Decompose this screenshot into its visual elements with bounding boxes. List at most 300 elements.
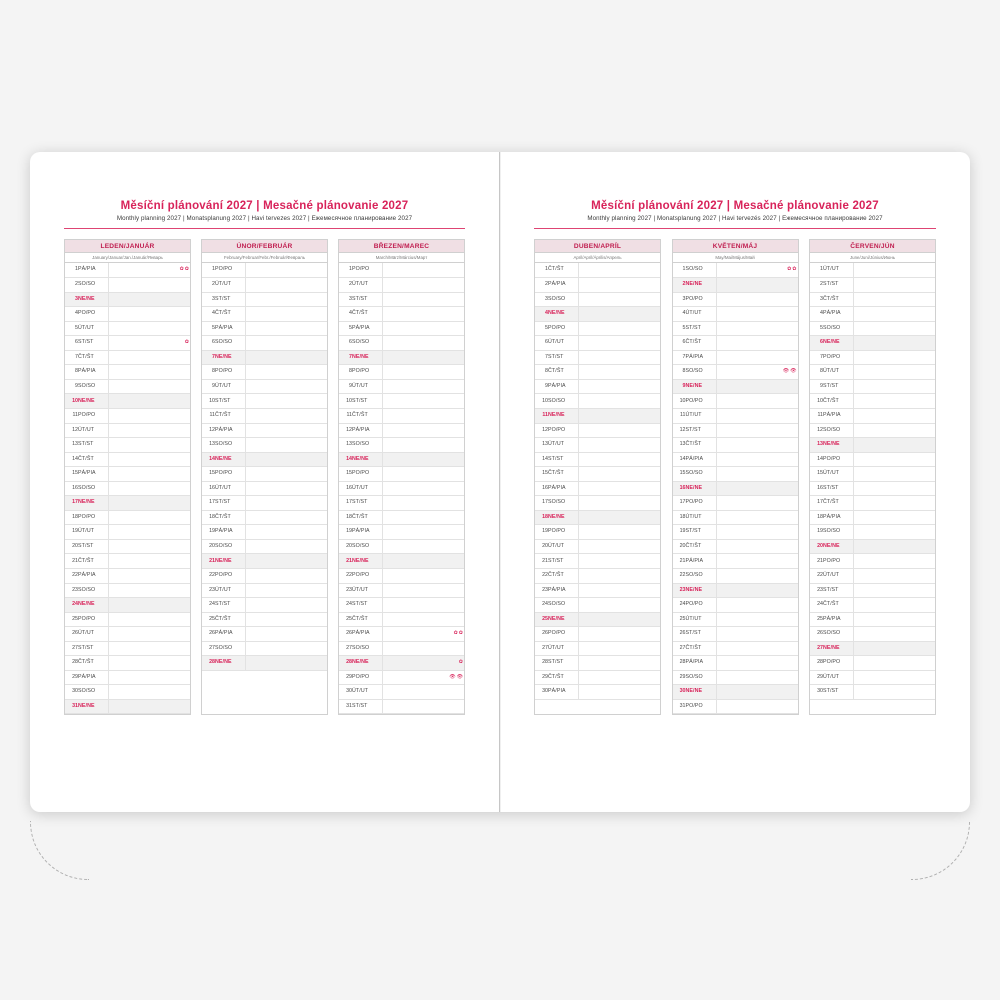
day-note-field[interactable] bbox=[854, 452, 936, 467]
day-note-field[interactable] bbox=[579, 350, 661, 365]
day-note-field[interactable] bbox=[716, 336, 798, 351]
table-row[interactable] bbox=[673, 627, 798, 642]
day-note-field[interactable] bbox=[716, 583, 798, 598]
day-note-field[interactable] bbox=[246, 278, 328, 293]
table-row[interactable] bbox=[65, 627, 190, 642]
table-row[interactable] bbox=[339, 278, 464, 293]
table-row[interactable] bbox=[65, 438, 190, 453]
day-note-field[interactable] bbox=[383, 481, 465, 496]
day-note-field[interactable] bbox=[109, 278, 191, 293]
table-row[interactable] bbox=[65, 554, 190, 569]
day-note-field[interactable] bbox=[246, 394, 328, 409]
table-row[interactable] bbox=[673, 641, 798, 656]
table-row[interactable] bbox=[673, 598, 798, 613]
table-row[interactable] bbox=[673, 438, 798, 453]
table-row[interactable] bbox=[339, 685, 464, 700]
table-row[interactable] bbox=[810, 467, 935, 482]
table-row[interactable] bbox=[339, 263, 464, 278]
day-note-field[interactable] bbox=[854, 510, 936, 525]
day-note-field[interactable] bbox=[579, 379, 661, 394]
day-note-field[interactable] bbox=[579, 408, 661, 423]
table-row[interactable] bbox=[202, 292, 327, 307]
day-note-field[interactable] bbox=[109, 539, 191, 554]
day-note-field[interactable] bbox=[383, 394, 465, 409]
day-note-field[interactable] bbox=[854, 365, 936, 380]
table-row[interactable] bbox=[673, 336, 798, 351]
day-note-field[interactable] bbox=[854, 292, 936, 307]
table-row[interactable] bbox=[65, 263, 190, 278]
day-note-field[interactable] bbox=[716, 263, 798, 278]
day-note-field[interactable] bbox=[383, 598, 465, 613]
table-row[interactable] bbox=[65, 321, 190, 336]
table-row[interactable] bbox=[673, 568, 798, 583]
table-row[interactable] bbox=[673, 496, 798, 511]
day-note-field[interactable] bbox=[246, 423, 328, 438]
table-row[interactable] bbox=[535, 525, 660, 540]
table-row[interactable] bbox=[65, 525, 190, 540]
day-note-field[interactable] bbox=[579, 612, 661, 627]
day-note-field[interactable] bbox=[716, 598, 798, 613]
day-note-field[interactable] bbox=[854, 612, 936, 627]
table-row[interactable] bbox=[202, 408, 327, 423]
day-note-field[interactable] bbox=[854, 263, 936, 278]
table-row[interactable] bbox=[673, 278, 798, 293]
day-note-field[interactable] bbox=[383, 336, 465, 351]
table-row[interactable] bbox=[810, 496, 935, 511]
day-note-field[interactable] bbox=[579, 278, 661, 293]
table-row[interactable] bbox=[65, 307, 190, 322]
table-row[interactable] bbox=[339, 583, 464, 598]
table-row[interactable] bbox=[535, 641, 660, 656]
table-row[interactable] bbox=[65, 699, 190, 714]
table-row[interactable] bbox=[673, 583, 798, 598]
day-note-field[interactable] bbox=[383, 263, 465, 278]
day-note-field[interactable] bbox=[854, 408, 936, 423]
day-note-field[interactable] bbox=[716, 292, 798, 307]
table-row[interactable] bbox=[535, 554, 660, 569]
table-row[interactable] bbox=[339, 598, 464, 613]
day-note-field[interactable] bbox=[383, 408, 465, 423]
table-row[interactable] bbox=[810, 263, 935, 278]
table-row[interactable] bbox=[65, 394, 190, 409]
table-row[interactable] bbox=[339, 539, 464, 554]
day-note-field[interactable] bbox=[383, 583, 465, 598]
table-row[interactable] bbox=[535, 510, 660, 525]
day-note-field[interactable] bbox=[246, 307, 328, 322]
table-row[interactable] bbox=[535, 292, 660, 307]
table-row[interactable] bbox=[65, 612, 190, 627]
day-note-field[interactable] bbox=[383, 656, 465, 671]
table-row[interactable] bbox=[339, 350, 464, 365]
table-row[interactable] bbox=[810, 307, 935, 322]
day-note-field[interactable] bbox=[854, 627, 936, 642]
day-note-field[interactable] bbox=[383, 307, 465, 322]
day-note-field[interactable] bbox=[716, 481, 798, 496]
table-row[interactable] bbox=[673, 394, 798, 409]
day-note-field[interactable] bbox=[716, 699, 798, 714]
day-note-field[interactable] bbox=[716, 641, 798, 656]
table-row[interactable] bbox=[202, 307, 327, 322]
day-note-field[interactable] bbox=[246, 365, 328, 380]
table-row[interactable] bbox=[810, 554, 935, 569]
table-row[interactable] bbox=[202, 278, 327, 293]
table-row[interactable] bbox=[673, 350, 798, 365]
day-note-field[interactable] bbox=[246, 263, 328, 278]
table-row[interactable] bbox=[65, 641, 190, 656]
day-note-field[interactable] bbox=[716, 539, 798, 554]
table-row[interactable] bbox=[535, 365, 660, 380]
table-row[interactable] bbox=[535, 685, 660, 700]
day-note-field[interactable] bbox=[579, 496, 661, 511]
table-row[interactable] bbox=[810, 438, 935, 453]
day-note-field[interactable] bbox=[716, 525, 798, 540]
table-row[interactable] bbox=[65, 292, 190, 307]
table-row[interactable] bbox=[202, 350, 327, 365]
table-row[interactable] bbox=[673, 379, 798, 394]
table-row[interactable] bbox=[810, 394, 935, 409]
table-row[interactable] bbox=[535, 452, 660, 467]
day-note-field[interactable] bbox=[383, 612, 465, 627]
day-note-field[interactable] bbox=[109, 467, 191, 482]
day-note-field[interactable] bbox=[109, 408, 191, 423]
table-row[interactable] bbox=[339, 321, 464, 336]
table-row[interactable] bbox=[202, 554, 327, 569]
day-note-field[interactable] bbox=[716, 452, 798, 467]
day-note-field[interactable] bbox=[854, 321, 936, 336]
table-row[interactable] bbox=[535, 408, 660, 423]
day-note-field[interactable] bbox=[109, 699, 191, 714]
table-row[interactable] bbox=[202, 568, 327, 583]
day-note-field[interactable] bbox=[246, 656, 328, 671]
table-row[interactable] bbox=[535, 627, 660, 642]
day-note-field[interactable] bbox=[854, 525, 936, 540]
table-row[interactable] bbox=[65, 350, 190, 365]
table-row[interactable] bbox=[535, 467, 660, 482]
day-note-field[interactable] bbox=[383, 379, 465, 394]
table-row[interactable] bbox=[535, 379, 660, 394]
day-note-field[interactable] bbox=[383, 496, 465, 511]
day-note-field[interactable] bbox=[383, 452, 465, 467]
table-row[interactable] bbox=[339, 336, 464, 351]
table-row[interactable] bbox=[673, 554, 798, 569]
day-note-field[interactable] bbox=[109, 656, 191, 671]
day-note-field[interactable] bbox=[246, 292, 328, 307]
day-note-field[interactable] bbox=[246, 379, 328, 394]
table-row[interactable] bbox=[673, 292, 798, 307]
day-note-field[interactable] bbox=[716, 670, 798, 685]
table-row[interactable] bbox=[202, 263, 327, 278]
day-note-field[interactable] bbox=[854, 496, 936, 511]
table-row[interactable] bbox=[339, 379, 464, 394]
day-note-field[interactable] bbox=[246, 321, 328, 336]
table-row[interactable] bbox=[810, 539, 935, 554]
table-row[interactable] bbox=[339, 438, 464, 453]
day-note-field[interactable] bbox=[579, 685, 661, 700]
table-row[interactable] bbox=[810, 656, 935, 671]
table-row[interactable] bbox=[202, 452, 327, 467]
day-note-field[interactable] bbox=[716, 510, 798, 525]
table-row[interactable] bbox=[535, 321, 660, 336]
day-note-field[interactable] bbox=[246, 598, 328, 613]
day-note-field[interactable] bbox=[246, 568, 328, 583]
table-row[interactable] bbox=[810, 452, 935, 467]
day-note-field[interactable] bbox=[383, 699, 465, 714]
day-note-field[interactable] bbox=[246, 539, 328, 554]
table-row[interactable] bbox=[535, 656, 660, 671]
day-note-field[interactable] bbox=[246, 438, 328, 453]
table-row[interactable] bbox=[339, 292, 464, 307]
table-row[interactable] bbox=[202, 641, 327, 656]
day-note-field[interactable] bbox=[716, 321, 798, 336]
day-note-field[interactable] bbox=[854, 350, 936, 365]
day-note-field[interactable] bbox=[383, 438, 465, 453]
table-row[interactable] bbox=[535, 394, 660, 409]
day-note-field[interactable] bbox=[716, 408, 798, 423]
day-note-field[interactable] bbox=[109, 641, 191, 656]
day-note-field[interactable] bbox=[109, 452, 191, 467]
table-row[interactable] bbox=[810, 510, 935, 525]
day-note-field[interactable] bbox=[854, 568, 936, 583]
table-row[interactable] bbox=[535, 423, 660, 438]
table-row[interactable] bbox=[535, 612, 660, 627]
table-row[interactable] bbox=[339, 554, 464, 569]
day-note-field[interactable] bbox=[579, 670, 661, 685]
table-row[interactable] bbox=[202, 379, 327, 394]
table-row[interactable] bbox=[673, 423, 798, 438]
table-row[interactable] bbox=[202, 598, 327, 613]
day-note-field[interactable] bbox=[579, 394, 661, 409]
day-note-field[interactable] bbox=[854, 379, 936, 394]
table-row[interactable] bbox=[810, 292, 935, 307]
table-row[interactable] bbox=[65, 583, 190, 598]
day-note-field[interactable] bbox=[383, 568, 465, 583]
day-note-field[interactable] bbox=[383, 670, 465, 685]
table-row[interactable] bbox=[339, 627, 464, 642]
table-row[interactable] bbox=[810, 685, 935, 700]
day-note-field[interactable] bbox=[716, 379, 798, 394]
day-note-field[interactable] bbox=[716, 685, 798, 700]
day-note-field[interactable] bbox=[383, 292, 465, 307]
table-row[interactable] bbox=[202, 336, 327, 351]
table-row[interactable] bbox=[810, 627, 935, 642]
table-row[interactable] bbox=[673, 510, 798, 525]
day-note-field[interactable] bbox=[716, 627, 798, 642]
day-note-field[interactable] bbox=[383, 321, 465, 336]
table-row[interactable] bbox=[535, 568, 660, 583]
table-row[interactable] bbox=[810, 583, 935, 598]
table-row[interactable] bbox=[810, 525, 935, 540]
day-note-field[interactable] bbox=[383, 510, 465, 525]
day-note-field[interactable] bbox=[109, 307, 191, 322]
day-note-field[interactable] bbox=[109, 481, 191, 496]
table-row[interactable] bbox=[65, 423, 190, 438]
day-note-field[interactable] bbox=[109, 292, 191, 307]
table-row[interactable] bbox=[673, 525, 798, 540]
day-note-field[interactable] bbox=[579, 641, 661, 656]
day-note-field[interactable] bbox=[579, 365, 661, 380]
day-note-field[interactable] bbox=[716, 467, 798, 482]
day-note-field[interactable] bbox=[579, 627, 661, 642]
table-row[interactable] bbox=[673, 467, 798, 482]
table-row[interactable] bbox=[202, 656, 327, 671]
day-note-field[interactable] bbox=[109, 685, 191, 700]
day-note-field[interactable] bbox=[716, 612, 798, 627]
day-note-field[interactable] bbox=[109, 394, 191, 409]
day-note-field[interactable] bbox=[579, 583, 661, 598]
table-row[interactable] bbox=[202, 394, 327, 409]
table-row[interactable] bbox=[673, 539, 798, 554]
table-row[interactable] bbox=[202, 365, 327, 380]
table-row[interactable] bbox=[673, 670, 798, 685]
table-row[interactable] bbox=[202, 467, 327, 482]
day-note-field[interactable] bbox=[854, 336, 936, 351]
table-row[interactable] bbox=[810, 423, 935, 438]
day-note-field[interactable] bbox=[246, 525, 328, 540]
day-note-field[interactable] bbox=[579, 292, 661, 307]
table-row[interactable] bbox=[65, 670, 190, 685]
table-row[interactable] bbox=[535, 278, 660, 293]
day-note-field[interactable] bbox=[246, 350, 328, 365]
table-row[interactable] bbox=[673, 408, 798, 423]
day-note-field[interactable] bbox=[716, 365, 798, 380]
table-row[interactable] bbox=[339, 467, 464, 482]
table-row[interactable] bbox=[65, 481, 190, 496]
day-note-field[interactable] bbox=[109, 627, 191, 642]
day-note-field[interactable] bbox=[854, 685, 936, 700]
day-note-field[interactable] bbox=[109, 321, 191, 336]
table-row[interactable] bbox=[673, 481, 798, 496]
table-row[interactable] bbox=[202, 510, 327, 525]
day-note-field[interactable] bbox=[109, 583, 191, 598]
day-note-field[interactable] bbox=[383, 278, 465, 293]
day-note-field[interactable] bbox=[716, 554, 798, 569]
day-note-field[interactable] bbox=[854, 467, 936, 482]
table-row[interactable] bbox=[202, 525, 327, 540]
day-note-field[interactable] bbox=[383, 365, 465, 380]
table-row[interactable] bbox=[535, 307, 660, 322]
table-row[interactable] bbox=[810, 321, 935, 336]
table-row[interactable] bbox=[673, 699, 798, 714]
table-row[interactable] bbox=[65, 365, 190, 380]
day-note-field[interactable] bbox=[854, 670, 936, 685]
table-row[interactable] bbox=[202, 423, 327, 438]
table-row[interactable] bbox=[339, 496, 464, 511]
table-row[interactable] bbox=[673, 612, 798, 627]
table-row[interactable] bbox=[810, 278, 935, 293]
table-row[interactable] bbox=[339, 423, 464, 438]
table-row[interactable] bbox=[202, 583, 327, 598]
table-row[interactable] bbox=[339, 612, 464, 627]
day-note-field[interactable] bbox=[579, 554, 661, 569]
table-row[interactable] bbox=[65, 568, 190, 583]
table-row[interactable] bbox=[65, 510, 190, 525]
day-note-field[interactable] bbox=[109, 670, 191, 685]
day-note-field[interactable] bbox=[579, 539, 661, 554]
day-note-field[interactable] bbox=[579, 598, 661, 613]
table-row[interactable] bbox=[339, 307, 464, 322]
table-row[interactable] bbox=[202, 481, 327, 496]
table-row[interactable] bbox=[535, 336, 660, 351]
day-note-field[interactable] bbox=[716, 307, 798, 322]
table-row[interactable] bbox=[65, 452, 190, 467]
day-note-field[interactable] bbox=[246, 554, 328, 569]
day-note-field[interactable] bbox=[246, 408, 328, 423]
table-row[interactable] bbox=[673, 321, 798, 336]
day-note-field[interactable] bbox=[246, 481, 328, 496]
table-row[interactable] bbox=[65, 467, 190, 482]
day-note-field[interactable] bbox=[716, 423, 798, 438]
table-row[interactable] bbox=[202, 627, 327, 642]
day-note-field[interactable] bbox=[246, 583, 328, 598]
day-note-field[interactable] bbox=[109, 438, 191, 453]
table-row[interactable] bbox=[339, 452, 464, 467]
day-note-field[interactable] bbox=[109, 525, 191, 540]
table-row[interactable] bbox=[65, 496, 190, 511]
day-note-field[interactable] bbox=[246, 612, 328, 627]
day-note-field[interactable] bbox=[109, 598, 191, 613]
table-row[interactable] bbox=[339, 408, 464, 423]
table-row[interactable] bbox=[673, 656, 798, 671]
day-note-field[interactable] bbox=[383, 467, 465, 482]
day-note-field[interactable] bbox=[579, 423, 661, 438]
day-note-field[interactable] bbox=[246, 336, 328, 351]
day-note-field[interactable] bbox=[109, 510, 191, 525]
table-row[interactable] bbox=[65, 278, 190, 293]
day-note-field[interactable] bbox=[109, 612, 191, 627]
table-row[interactable] bbox=[810, 350, 935, 365]
table-row[interactable] bbox=[810, 379, 935, 394]
day-note-field[interactable] bbox=[854, 394, 936, 409]
day-note-field[interactable] bbox=[383, 627, 465, 642]
day-note-field[interactable] bbox=[579, 321, 661, 336]
day-note-field[interactable] bbox=[716, 394, 798, 409]
table-row[interactable] bbox=[810, 408, 935, 423]
table-row[interactable] bbox=[535, 670, 660, 685]
table-row[interactable] bbox=[65, 408, 190, 423]
day-note-field[interactable] bbox=[579, 568, 661, 583]
table-row[interactable] bbox=[673, 365, 798, 380]
day-note-field[interactable] bbox=[109, 554, 191, 569]
day-note-field[interactable] bbox=[109, 263, 191, 278]
day-note-field[interactable] bbox=[579, 452, 661, 467]
table-row[interactable] bbox=[202, 438, 327, 453]
day-note-field[interactable] bbox=[109, 423, 191, 438]
day-note-field[interactable] bbox=[854, 438, 936, 453]
table-row[interactable] bbox=[339, 481, 464, 496]
day-note-field[interactable] bbox=[383, 525, 465, 540]
table-row[interactable] bbox=[535, 438, 660, 453]
day-note-field[interactable] bbox=[854, 307, 936, 322]
day-note-field[interactable] bbox=[579, 510, 661, 525]
table-row[interactable] bbox=[202, 539, 327, 554]
day-note-field[interactable] bbox=[109, 568, 191, 583]
table-row[interactable] bbox=[535, 598, 660, 613]
table-row[interactable] bbox=[810, 568, 935, 583]
table-row[interactable] bbox=[339, 656, 464, 671]
day-note-field[interactable] bbox=[716, 350, 798, 365]
table-row[interactable] bbox=[339, 568, 464, 583]
table-row[interactable] bbox=[339, 699, 464, 714]
table-row[interactable] bbox=[535, 350, 660, 365]
day-note-field[interactable] bbox=[109, 350, 191, 365]
day-note-field[interactable] bbox=[383, 350, 465, 365]
day-note-field[interactable] bbox=[109, 496, 191, 511]
table-row[interactable] bbox=[535, 583, 660, 598]
table-row[interactable] bbox=[339, 394, 464, 409]
table-row[interactable] bbox=[65, 539, 190, 554]
table-row[interactable] bbox=[810, 641, 935, 656]
day-note-field[interactable] bbox=[246, 510, 328, 525]
